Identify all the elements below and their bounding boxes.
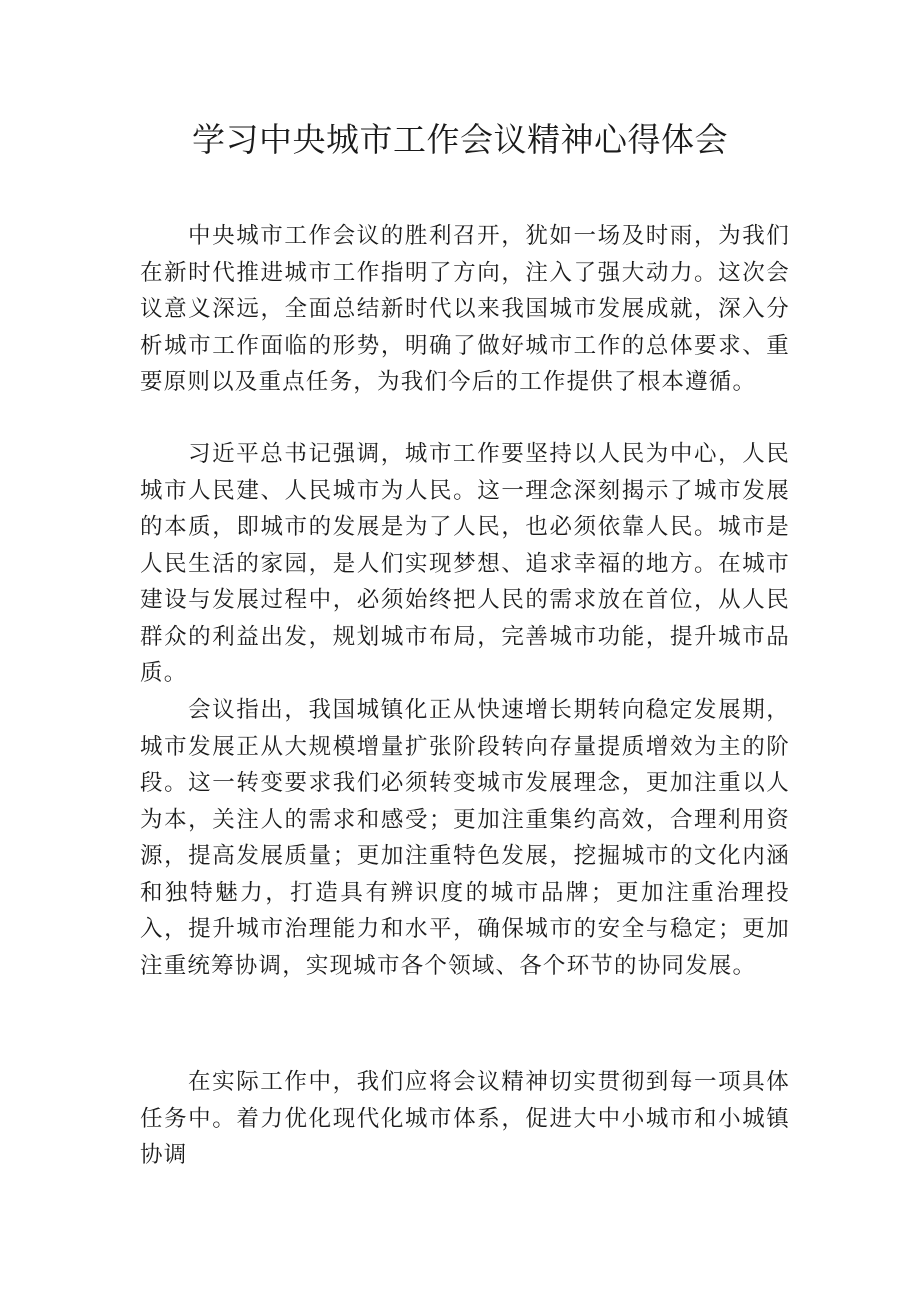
paragraph-4: 在实际工作中，我们应将会议精神切实贯彻到每一项具体任务中。着力优化现代化城市体系，促进大中小城市和小城镇协调 <box>140 1069 790 1168</box>
document-title: 学习中央城市工作会议精神心得体会 <box>192 120 728 159</box>
paragraph-1: 中央城市工作会议的胜利召开，犹如一场及时雨，为我们在新时代推进城市工作指明了方向，注入了强大动力。这次会议意义深远，全面总结新时代以来我国城市发展成就，深入分析城市工作面临的形势，明确了做好城市工作的总体要求、重要原则以及重点任务，为我们今后的工作提供了根本遵循。 <box>140 223 790 395</box>
paragraph-3: 会议指出，我国城镇化正从快速增长期转向稳定发展期，城市发展正从大规模增量扩张阶段转向存量提质增效为主的阶段。这一转变要求我们必须转变城市发展理念，更加注重以人为本，关注人的需求和感受；更加注重集约高效，合理利用资源，提高发展质量；更加注重特色发展，挖掘城市的文化内涵和独特魅力，打造具有辨识度的城市品牌；更加注重治理投入，提升城市治理能力和水平，确保城市的安全与稳定；更加注重统筹协调，实现城市各个领域、各个环节的协同发展。 <box>140 697 790 979</box>
paragraph-2: 习近平总书记强调，城市工作要坚持以人民为中心，人民城市人民建、人民城市为人民。这一理念深刻揭示了城市发展的本质，即城市的发展是为了人民，也必须依靠人民。城市是人民生活的家园，是人们实现梦想、追求幸福的地方。在城市建设与发展过程中，必须始终把人民的需求放在首位，从人民群众的利益出发，规划城市布局，完善城市功能，提升城市品质。 <box>140 441 790 686</box>
